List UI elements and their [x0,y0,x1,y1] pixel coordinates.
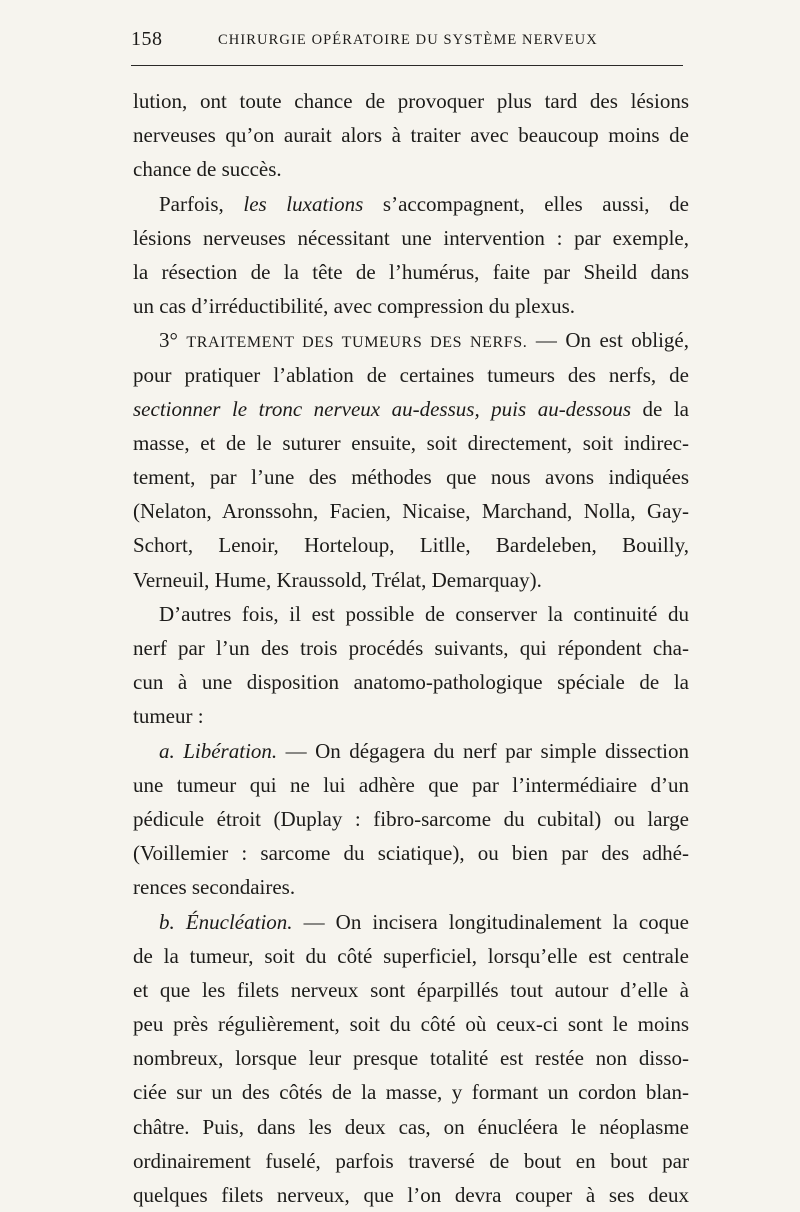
text-run: la résection de la tête de l’humérus, faite par Sheild dans [133,259,689,284]
text-run: masse, et de le suturer ensuite, soit directement, soit indirec- [133,430,689,455]
text-line [133,392,689,426]
text-run: nerf par l’un des trois procédés suivants, qui répondent cha- [133,636,689,660]
text-line [133,460,689,494]
text-line [133,802,689,836]
text-run: pour pratiquer l’ablation de certaines tumeurs des nerfs, de [133,362,689,387]
text-line [133,1110,689,1144]
text-run: ciée sur un des côtés de la masse, y formant un cordon blan- [133,1080,689,1105]
text-run: Verneuil, Hume, Kraussold, Trélat, Demarquay). [133,567,542,592]
text-line [133,836,689,870]
text-line [133,494,689,528]
text-run: 3° [159,328,187,353]
text-run: une tumeur qui ne lui adhère que par l’intermédiaire d’un [133,772,689,797]
text-run: D’autres fois, il est possible de conserver la continuité du [159,601,689,626]
text-line [133,323,689,357]
text-run: un cas d’irréductibilité, avec compression du plexus. [133,294,576,319]
text-run: — On dégagera du nerf par simple dissection [277,738,689,763]
text-run: pédicule étroit (Duplay : fibro-sarcome du cubital) ou large [133,806,689,831]
text-line [133,939,689,973]
running-header [131,28,683,54]
text-line [133,1178,689,1212]
text-run: ordinairement fuselé, parfois traversé de bout en bout par [133,1148,689,1173]
text-line [133,1007,689,1041]
text-line [133,1041,689,1075]
body-text [133,84,689,1212]
text-line [133,734,689,768]
text-run: chance de succès. [133,157,282,182]
text-line [133,665,689,699]
italic-text: a. Libération. [159,738,278,763]
text-line [133,255,689,289]
text-line [133,699,689,733]
text-line [133,631,689,665]
text-line [133,1144,689,1178]
text-run: rences secondaires. [133,875,296,900]
text-run: tumeur : [133,704,204,729]
text-run: nombreux, lorsque leur presque totalité est restée non disso- [133,1046,689,1071]
text-run: quelques filets nerveux, que l’on devra couper à ses deux [133,1183,689,1207]
italic-text: b. Énucléation. [159,909,293,934]
text-line [133,1075,689,1109]
text-run: Parfois, [159,191,244,216]
running-title: CHIRURGIE OPÉRATOIRE DU SYSTÈME NERVEUX [218,32,598,48]
text-run: s’accompagnent, elles aussi, de [363,191,689,216]
text-line [133,973,689,1007]
text-run: nerveuses qu’on aurait alors à traiter avec beaucoup moins de [133,123,689,148]
text-run: de la [631,396,689,421]
text-line [133,84,689,118]
text-run: cun à une disposition anatomo-pathologique spéciale de la [133,670,689,695]
page-number: 158 [131,28,163,50]
text-line [133,768,689,802]
text-run: Schort, Lenoir, Horteloup, Litlle, Bardeleben, Bouilly, [133,533,689,558]
italic-text: les luxations [243,191,364,216]
text-run: tement, par l’une des méthodes que nous avons indiquées [133,465,689,490]
text-run: châtre. Puis, dans les deux cas, on énucléera le néoplasme [133,1114,689,1139]
text-line [133,563,689,597]
text-run: et que les filets nerveux sont éparpillés tout autour d’elle à [133,977,689,1002]
text-line [133,221,689,255]
text-line [133,528,689,562]
text-run: (Voillemier : sarcome du sciatique), ou bien par des adhé- [133,841,689,866]
text-run: (Nelaton, Aronssohn, Facien, Nicaise, Marchand, Nolla, Gay- [133,499,689,524]
text-line [133,426,689,460]
text-line [133,187,689,221]
text-line [133,597,689,631]
text-line [133,152,689,186]
section-heading: TRAITEMENT DES TUMEURS DES NERFS. [186,334,528,352]
text-line [133,118,689,152]
text-line [133,289,689,323]
text-line [133,358,689,392]
header-rule [131,65,683,66]
text-run: — On est obligé, [527,328,689,353]
text-run: de la tumeur, soit du côté superficiel, lorsqu’elle est centrale [133,943,689,968]
text-run: peu près régulièrement, soit du côté où ceux-ci sont le moins [133,1012,689,1037]
text-line [133,870,689,904]
italic-text: sectionner le tronc nerveux au-dessus, puis au-dessous [133,396,632,421]
text-run: lésions nerveuses nécessitant une intervention : par exemple, [133,225,689,250]
text-line [133,905,689,939]
text-run: — On incisera longitudinalement la coque [292,909,689,934]
text-run: lution, ont toute chance de provoquer plus tard des lésions [133,89,689,113]
